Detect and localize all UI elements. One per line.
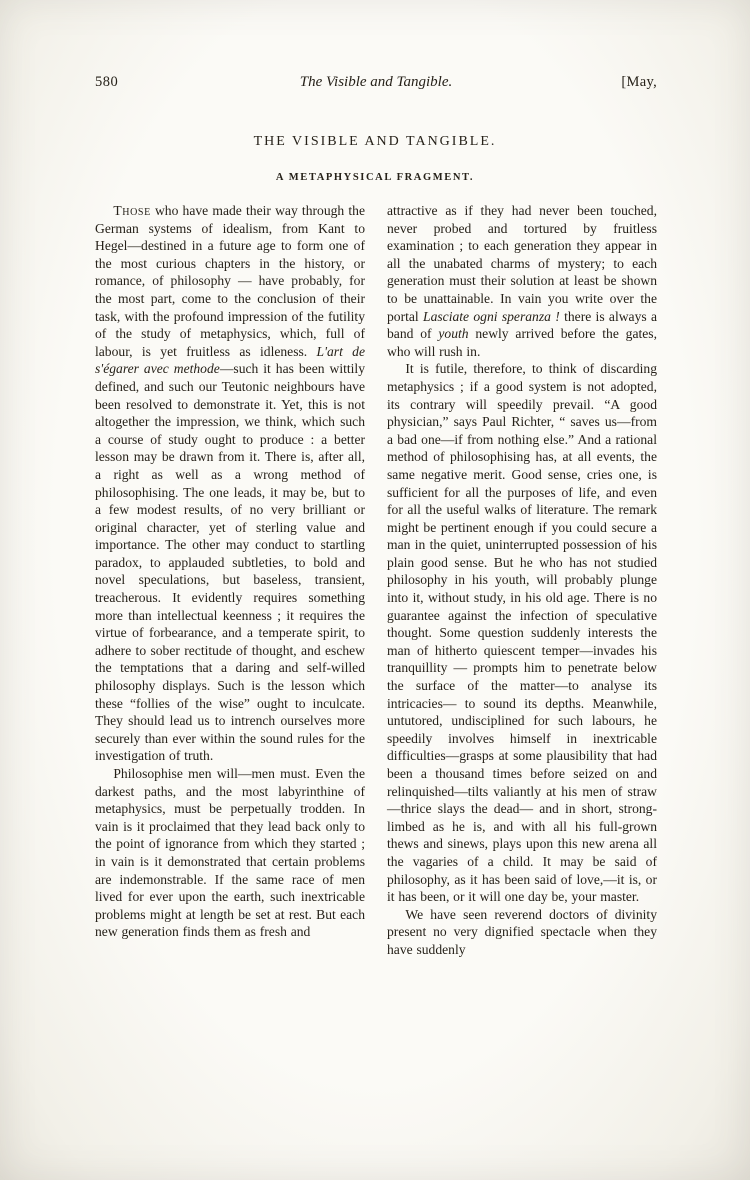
article-body — [95, 202, 657, 959]
left-column — [95, 202, 365, 959]
page-number: 580 — [95, 74, 119, 90]
issue-date: [May, — [621, 74, 657, 90]
paragraph: It is futile, therefore, to think of discarding metaphysics ; if a good system is not adopted, its contrary will speedily prevail. “A good physician,” says Paul Richter, “ saves us—from a bad one—if from nothing else.” And a rational method of philosophising has, at all events, the same negative merit. Good sense, cries one, is sufficient for all the purposes of life, and even for all the useful walks of literature. The remark might be pertinent enough if you could secure a man in the quiet, uninterrupted possession of his plain good sense. But he who has not studied philosophy in his youth, will probably plunge into it, without study, in his old age. There is no guarantee against the infection of speculative thought. Some question suddenly interests the man of hitherto quiescent temper—invades his tranquillity — prompts him to penetrate below the surface of the matter—to analyse its intricacies— to sound its depths. Meanwhile, untutored, undisciplined for such labours, he speedily involves himself in inextricable difficulties—grasps at some plausibility that had been a thousand times before seized on and relinquished—tilts valiantly at his men of straw—thrice slays the dead— and in short, strong-limbed as he is, and with all his full-grown thews and sinews, plays upon this new arena all the vagaries of a child. It may be said of philosophy, as it has been said of love,—it is, or it has been, or it will one day be, your master. — [387, 361, 657, 905]
paragraph: Those who have made their way through the German systems of idealism, from Kant to Hegel—destined in a future age to form one of the most curious chapters in the history, or romance, of philosophy — have probably, for the most part, come to the conclusion of their task, with the profound impression of the futility of the study of metaphysics, which, full of labour, is yet fruitless as idleness. L'art de s'égarer avec methode—such it has been wittily defined, and such our Teutonic neighbours have been resolved to demonstrate it. Yet, this is not altogether the impression, we think, which such a course of study ought to produce : a better lesson may be drawn from it. There is, after all, a right as well as a wrong method of philosophising. The one leads, it may be, but to a few modest results, of no very brilliant or original character, yet of sterling value and importance. The other may conduct to startling paradox, to applauded subtleties, to bold and novel speculations, but baseless, transient, treacherous. It evidently requires something more than intellectual keenness ; it requires the virtue of forbearance, and a temperate spirit, to adhere to sober rectitude of thought, and eschew the temptations that a daring and self-willed philosophy displays. Such is the lesson which these “follies of the wise” ought to inculcate. They should lead us to intrench ourselves more securely than ever within the sound rules for the investigation of truth. — [95, 203, 366, 764]
page-header — [95, 74, 657, 91]
paragraph: We have seen reverend doctors of divinity present no very dignified spectacle when they have suddenly — [387, 906, 657, 957]
article-subtitle: A METAPHYSICAL FRAGMENT. — [275, 172, 475, 183]
paragraph: attractive as if they had never been touched, never probed and tortured by fruitless examination ; to each generation they appear in all the unabated charms of mystery; to each generation must their solution at least be shown to be unattainable. In vain you write over the portal Lasciate ogni speranza ! there is always a band of youth newly arrived before the gates, who will rush in. — [387, 203, 657, 359]
right-column — [387, 202, 657, 959]
paragraph: Philosophise men will—men must. Even the darkest paths, and the most labyrinthine of metaphysics, must be perpetually trodden. In vain is it proclaimed that they lead back only to the point of ignorance from which they started ; in vain is it demonstrated that certain problems are indemonstrable. If the same race of men lived for ever upon the earth, such inextricable problems might at length be set at rest. But each new generation finds them as fresh and — [95, 766, 365, 940]
running-title: The Visible and Tangible. — [299, 74, 453, 90]
article-title: THE VISIBLE AND TANGIBLE. — [253, 134, 497, 149]
